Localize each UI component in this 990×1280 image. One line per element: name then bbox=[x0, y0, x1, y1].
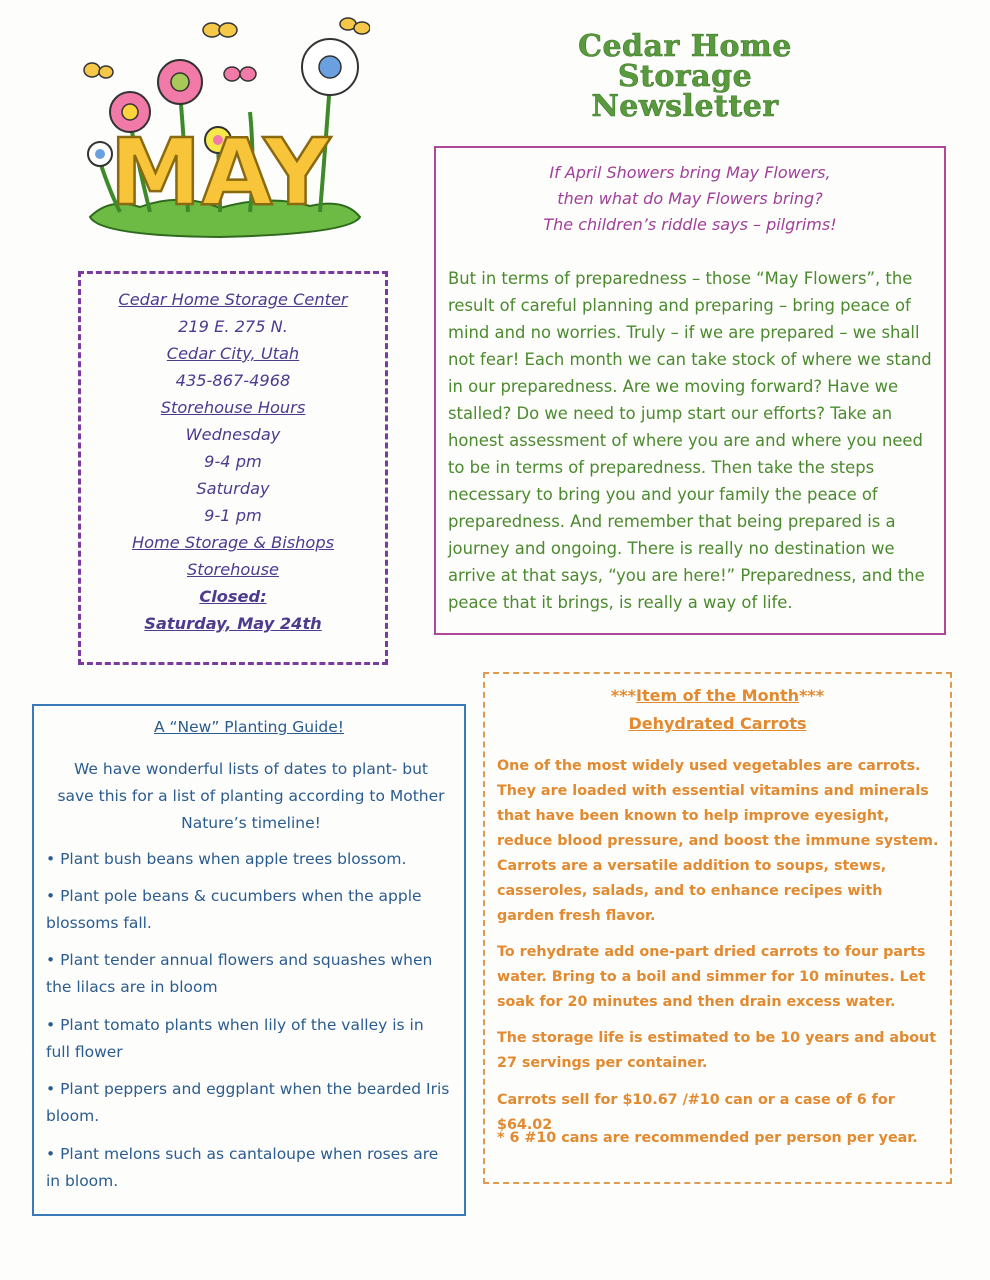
list-item: • Plant peppers and eggplant when the bearded Iris bloom. bbox=[46, 1080, 450, 1125]
closed-label: Closed: bbox=[199, 587, 267, 606]
riddle-line: The children’s riddle says – pilgrims! bbox=[543, 215, 837, 234]
newsletter-title bbox=[500, 29, 870, 124]
stars: *** bbox=[799, 686, 825, 705]
hours: 9-1 pm bbox=[204, 506, 262, 525]
closed-line: Home Storage & Bishops bbox=[131, 533, 335, 552]
intro-body: But in terms of preparedness – those “May Flowers”, the result of careful planning and preparing – bring peace of mind and no worries. Truly – if we are prepared – we shall not fear! Each month we can take stock of where we stand in our preparedness. Are we moving forward? Have we stalled? Do we need to jump start our efforts? Take an honest assessment of where you are and where you need to be in terms of preparedness. Then take the steps necessary to bring you and your family the peace of preparedness. And remember that being prepared is a journey and ongoing. There is really no destination we arrive at that says, “you are here!” Preparedness, and the peace that it brings, is really a way of life. bbox=[448, 269, 932, 612]
address-box bbox=[78, 271, 388, 665]
list-item: • Plant tender annual flowers and squashes when the lilacs are in bloom bbox=[46, 951, 433, 996]
day: Wednesday bbox=[185, 425, 281, 444]
title-line: Storage bbox=[617, 59, 753, 94]
item-paragraph: To rehydrate add one-part dried carrots to four parts water. Bring to a boil and simmer for 10 minutes. Let soak for 20 minutes and then drain excess water. bbox=[497, 944, 926, 1010]
center-name: Cedar Home Storage Center bbox=[118, 290, 348, 309]
item-heading bbox=[485, 682, 950, 738]
title-line: Newsletter bbox=[591, 89, 779, 124]
city: Cedar City, Utah bbox=[166, 344, 300, 363]
item-paragraph: Carrots sell for $10.67 /#10 can or a case of 6 for $64.02 bbox=[497, 1092, 895, 1133]
list-item: • Plant tomato plants when lily of the valley is in full flower bbox=[46, 1016, 424, 1061]
day: Saturday bbox=[196, 479, 270, 498]
riddle-line: If April Showers bring May Flowers, bbox=[549, 163, 831, 182]
hours: 9-4 pm bbox=[204, 452, 262, 471]
list-item: • Plant bush beans when apple trees blossom. bbox=[46, 850, 407, 868]
phone: 435-867-4968 bbox=[175, 371, 291, 390]
may-flowers-clipart bbox=[70, 12, 370, 242]
svg-text:MAY: MAY bbox=[109, 119, 331, 226]
closed-line: Storehouse bbox=[187, 560, 279, 579]
street: 219 E. 275 N. bbox=[178, 317, 288, 336]
stars: *** bbox=[610, 686, 636, 705]
planting-title: A “New” Planting Guide! bbox=[153, 718, 344, 736]
item-paragraph: * 6 #10 cans are recommended per person per year. bbox=[497, 1130, 918, 1146]
title-line: Cedar Home bbox=[578, 29, 792, 64]
intro-box bbox=[434, 146, 946, 635]
riddle bbox=[436, 160, 944, 238]
closed-date: Saturday, May 24th bbox=[144, 614, 322, 633]
item-paragraph: The storage life is estimated to be 10 years and about 27 servings per container. bbox=[497, 1030, 937, 1071]
address bbox=[81, 286, 385, 637]
planting-intro: We have wonderful lists of dates to plant- but save this for a list of planting according to Mother Nature’s timeline! bbox=[57, 760, 445, 832]
item-paragraph: One of the most widely used vegetables are carrots. They are loaded with essential vitamins and minerals that have been known to help improve eyesight, reduce blood pressure, and boost the immune system. Carrots are a versatile addition to soups, stews, casseroles, salads, and to enhance recipes with garden fresh flavor. bbox=[497, 758, 939, 924]
riddle-line: then what do May Flowers bring? bbox=[557, 189, 823, 208]
product-name: Dehydrated Carrots bbox=[628, 714, 807, 733]
planting-guide-box bbox=[32, 704, 466, 1216]
item-of-month-box bbox=[483, 672, 952, 1184]
list-item: • Plant pole beans & cucumbers when the apple blossoms fall. bbox=[46, 887, 422, 932]
heading: Item of the Month bbox=[635, 686, 800, 705]
list-item: • Plant melons such as cantaloupe when roses are in bloom. bbox=[46, 1145, 439, 1190]
hours-label: Storehouse Hours bbox=[160, 398, 306, 417]
